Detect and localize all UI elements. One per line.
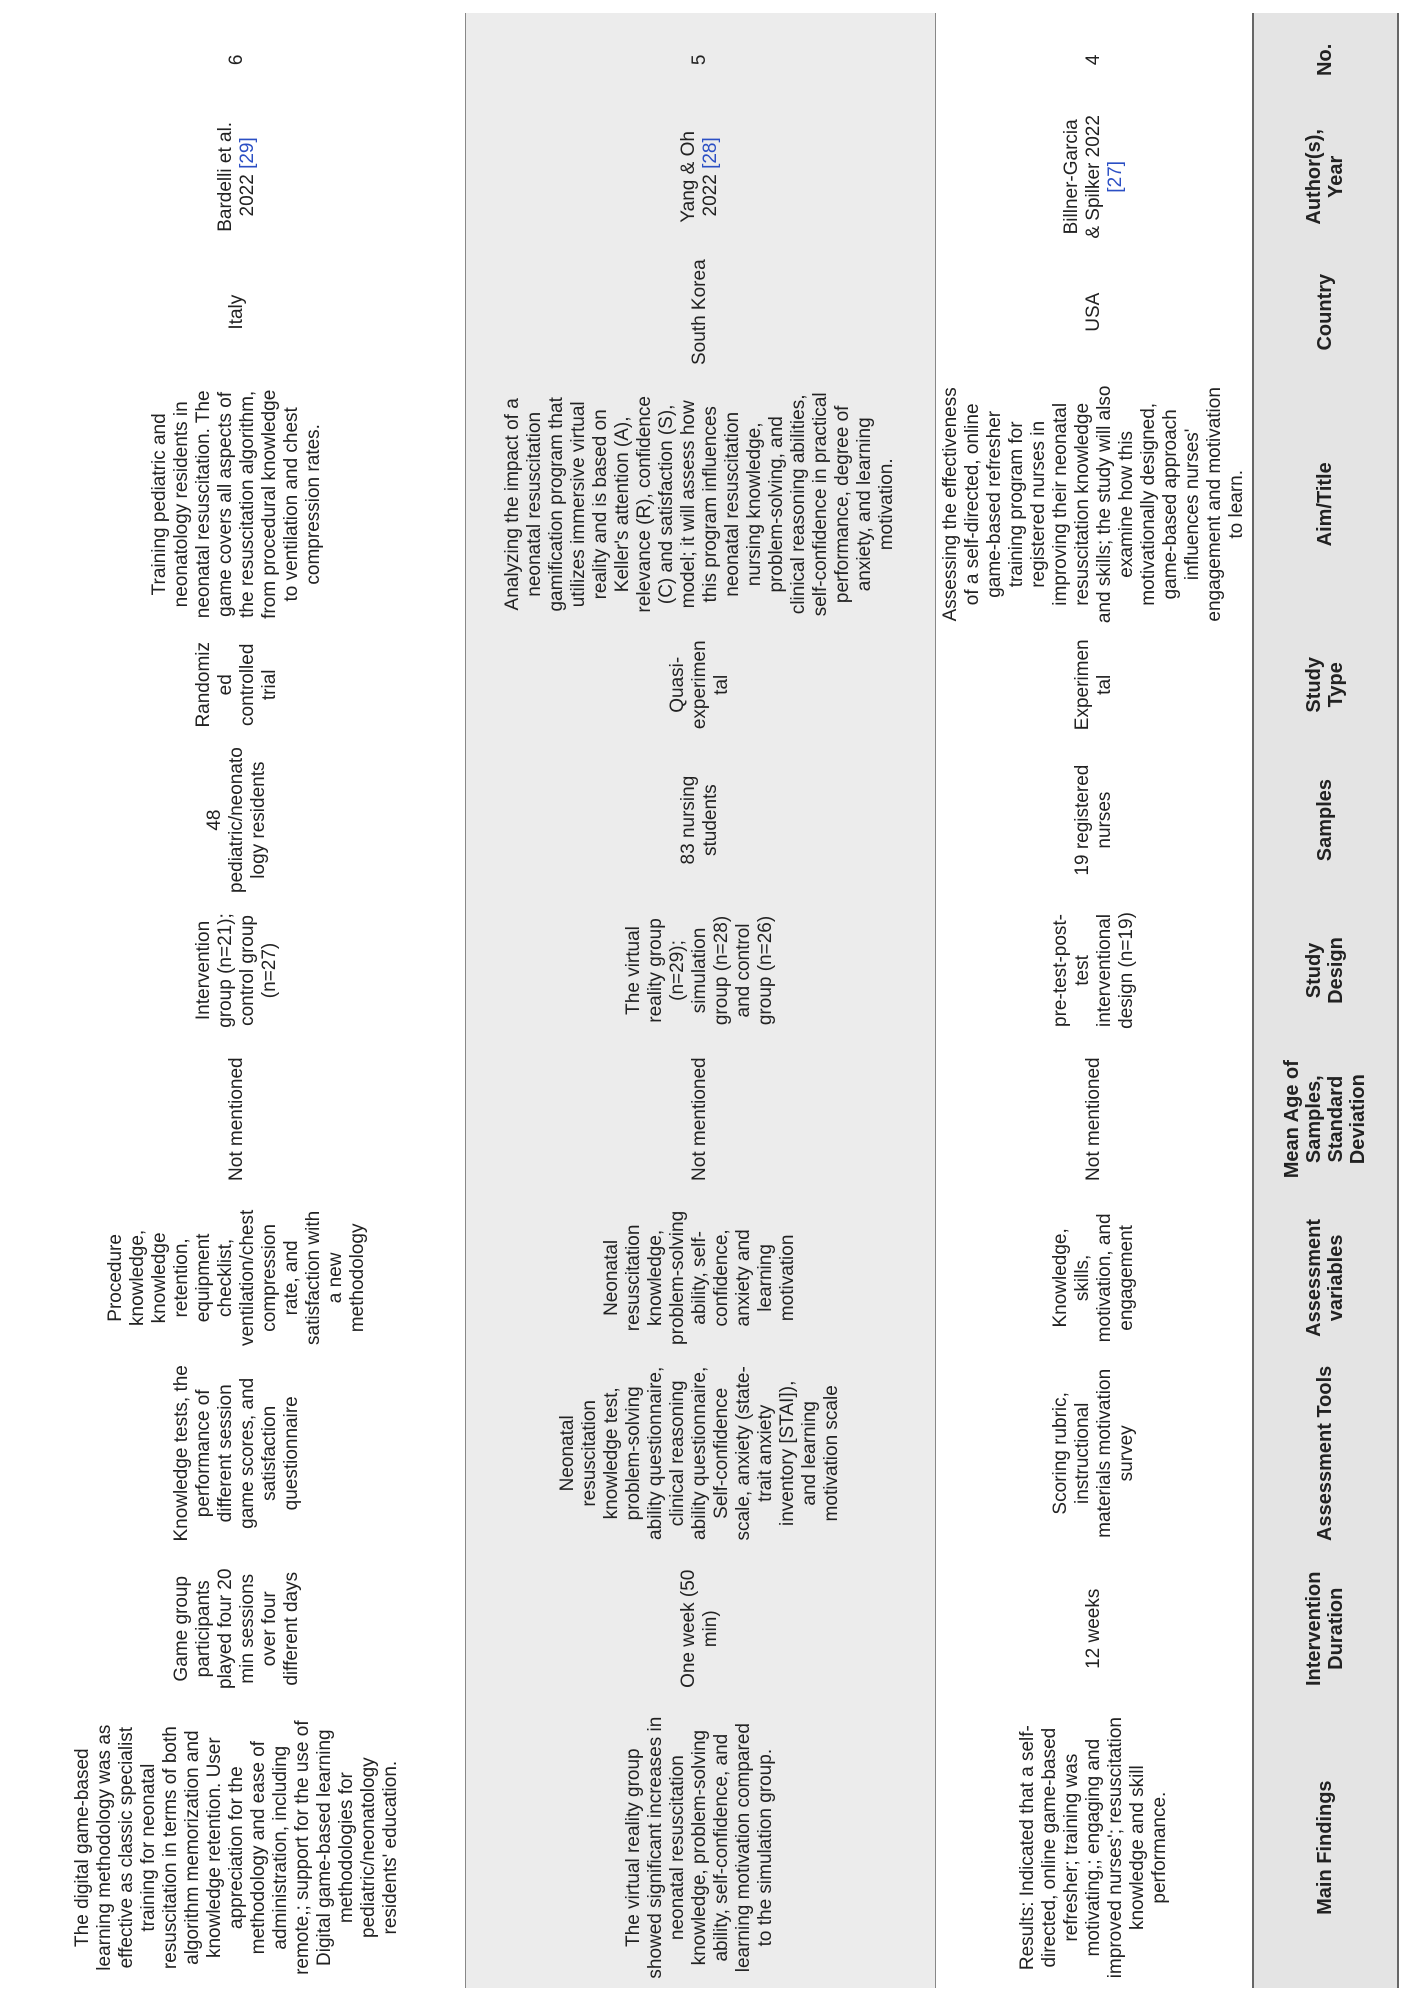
cell-author [10,107,465,247]
cell-main-findings: The virtual reality group showed significant increases in neonatal resuscitation knowledge, problem-solving ability, self-confidence, and learning motivation compared to the simulation group. [465,1707,935,1988]
study-row [465,13,935,1988]
header-aim: Aim/Title [1253,377,1398,631]
header-intervention-duration: Intervention Duration [1253,1550,1398,1707]
cell-assessment-variables: Neonatal resuscitation knowledge, problem-solving ability, self-confidence, anxiety and learning motivation [465,1199,935,1356]
cell-intervention-duration: 12 weeks [1082,1588,1104,1669]
header-main-findings: Main Findings [1253,1707,1398,1988]
cell-author [465,107,935,247]
cell-study-type: Quasi-experimental [465,631,935,738]
cell-no: 4 [1082,54,1104,66]
header-assessment-tools: Assessment Tools [1253,1356,1398,1550]
author-text: Billner-Garcia & Spilker 2022 [1060,115,1104,239]
cell-no: 5 [465,13,935,107]
cell-aim: Assessing the effectiveness of a self-directed, online game-based refresher training program for registered nurses in improving their neonatal resuscitation knowledge and skills; the study will also examine how this motivationally designed, game-based approach influences nurses' engagement and motivation to learn. [939,385,1247,624]
header-study-type: Study Type [1253,631,1398,738]
cell-assessment-tools: Scoring rubric, instructional materials motivation survey [1049,1368,1137,1538]
cell-study-design: Intervention group (n=21); control group (n=27) [193,913,281,1028]
header-samples: Samples [1253,738,1398,902]
cell-assessment-variables: Knowledge, skills, motivation, and engagement [1049,1213,1137,1343]
author-text: Yang & Oh 2022 [678,131,721,223]
cell-aim: Analyzing the impact of a neonatal resuscitation gamification program that utilizes immersive virtual reality and is based on Keller's attention (A), relevance (R), confidence (C) and satisfaction (S), model; it will assess how this program influences neonatal resuscitation nursing knowledge, problem-solving, and clinical reasoning abilities, self-confidence in practical performance, degree of anxiety, and learning motivation. [465,377,935,631]
header-author: Author(s), Year [1253,107,1398,247]
cell-intervention-duration: One week (50 min) [465,1550,935,1707]
cell-country: USA [1082,292,1104,332]
cell-country: South Korea [465,247,935,377]
cell-aim: Training pediatric and neonatology residents in neonatal resuscitation. The game covers all aspects of the resuscitation algorithm, from procedural knowledge to ventilation and chest compression rates. [149,389,325,619]
study-row [10,13,465,1988]
header-study-design: Study Design [1253,902,1398,1039]
header-country: Country [1253,247,1398,377]
cell-author [935,107,1253,247]
header-mean-age: Mean Age of Samples, Standard Deviation [1253,1039,1398,1199]
header-row [1253,13,1398,1988]
cell-country: Italy [226,294,248,330]
citation-link[interactable]: [27] [1104,161,1126,193]
cell-samples: 83 nursing students [465,738,935,902]
author-text: Bardelli et al. 2022 [215,121,259,232]
cell-intervention-duration: Game group participants played four 20 min sessions over four different days [171,1568,303,1689]
cell-assessment-variables: Procedure knowledge, knowledge retention, equipment checklist, ventilation/chest compression rate, and satisfaction with a new methodology [105,1209,369,1347]
studies-table-main [10,13,1399,1988]
cell-no: 6 [226,54,248,66]
cell-assessment-tools: Knowledge tests, the performance of different session game scores, and satisfaction questionnaire [171,1365,303,1542]
cell-main-findings: The digital game-based learning methodology was as effective as classic specialist training for neonatal resuscitation in terms of both algorithm memorization and knowledge retention. User appreciation for the methodology and ease of administration, including remote,; support for the use of Digital game-based learning methodologies for pediatric/neonatology residents' education. [72,1720,402,1975]
cell-samples: 48 pediatric/neonatology residents [204,747,270,893]
cell-mean-age: Not mentioned [1082,1057,1104,1181]
cell-study-type: Randomized controlled trial [193,642,281,728]
header-no: No. [1253,13,1398,107]
cell-main-findings: Results: Indicated that a self-directed, online game-based refresher; training was motivating,; engaging and improved nurses'; resuscitation knowledge and skill performance. [1016,1717,1170,1979]
cell-mean-age: Not mentioned [465,1039,935,1199]
citation-link[interactable]: [29] [237,137,259,169]
cell-study-design: pre-test-post-test interventional design (n=19) [1049,912,1137,1029]
study-row [935,13,1253,1988]
cell-samples: 19 registered nurses [1071,764,1115,876]
header-assessment-variables: Assessment variables [1253,1199,1398,1356]
cell-assessment-tools: Neonatal resuscitation knowledge test, problem-solving ability questionnaire, clinical reasoning ability questionnaire, Self-confidence scale, anxiety (state-trait anxiety inventory [STAI]), and learning motivation scale [465,1356,935,1550]
cell-study-design: The virtual reality group (n=29); simulation group (n=28) and control group (n=26) [465,902,935,1039]
cell-mean-age: Not mentioned [226,1057,248,1181]
citation-link[interactable]: [28] [700,137,721,169]
cell-study-type: Experimental [1071,639,1115,731]
